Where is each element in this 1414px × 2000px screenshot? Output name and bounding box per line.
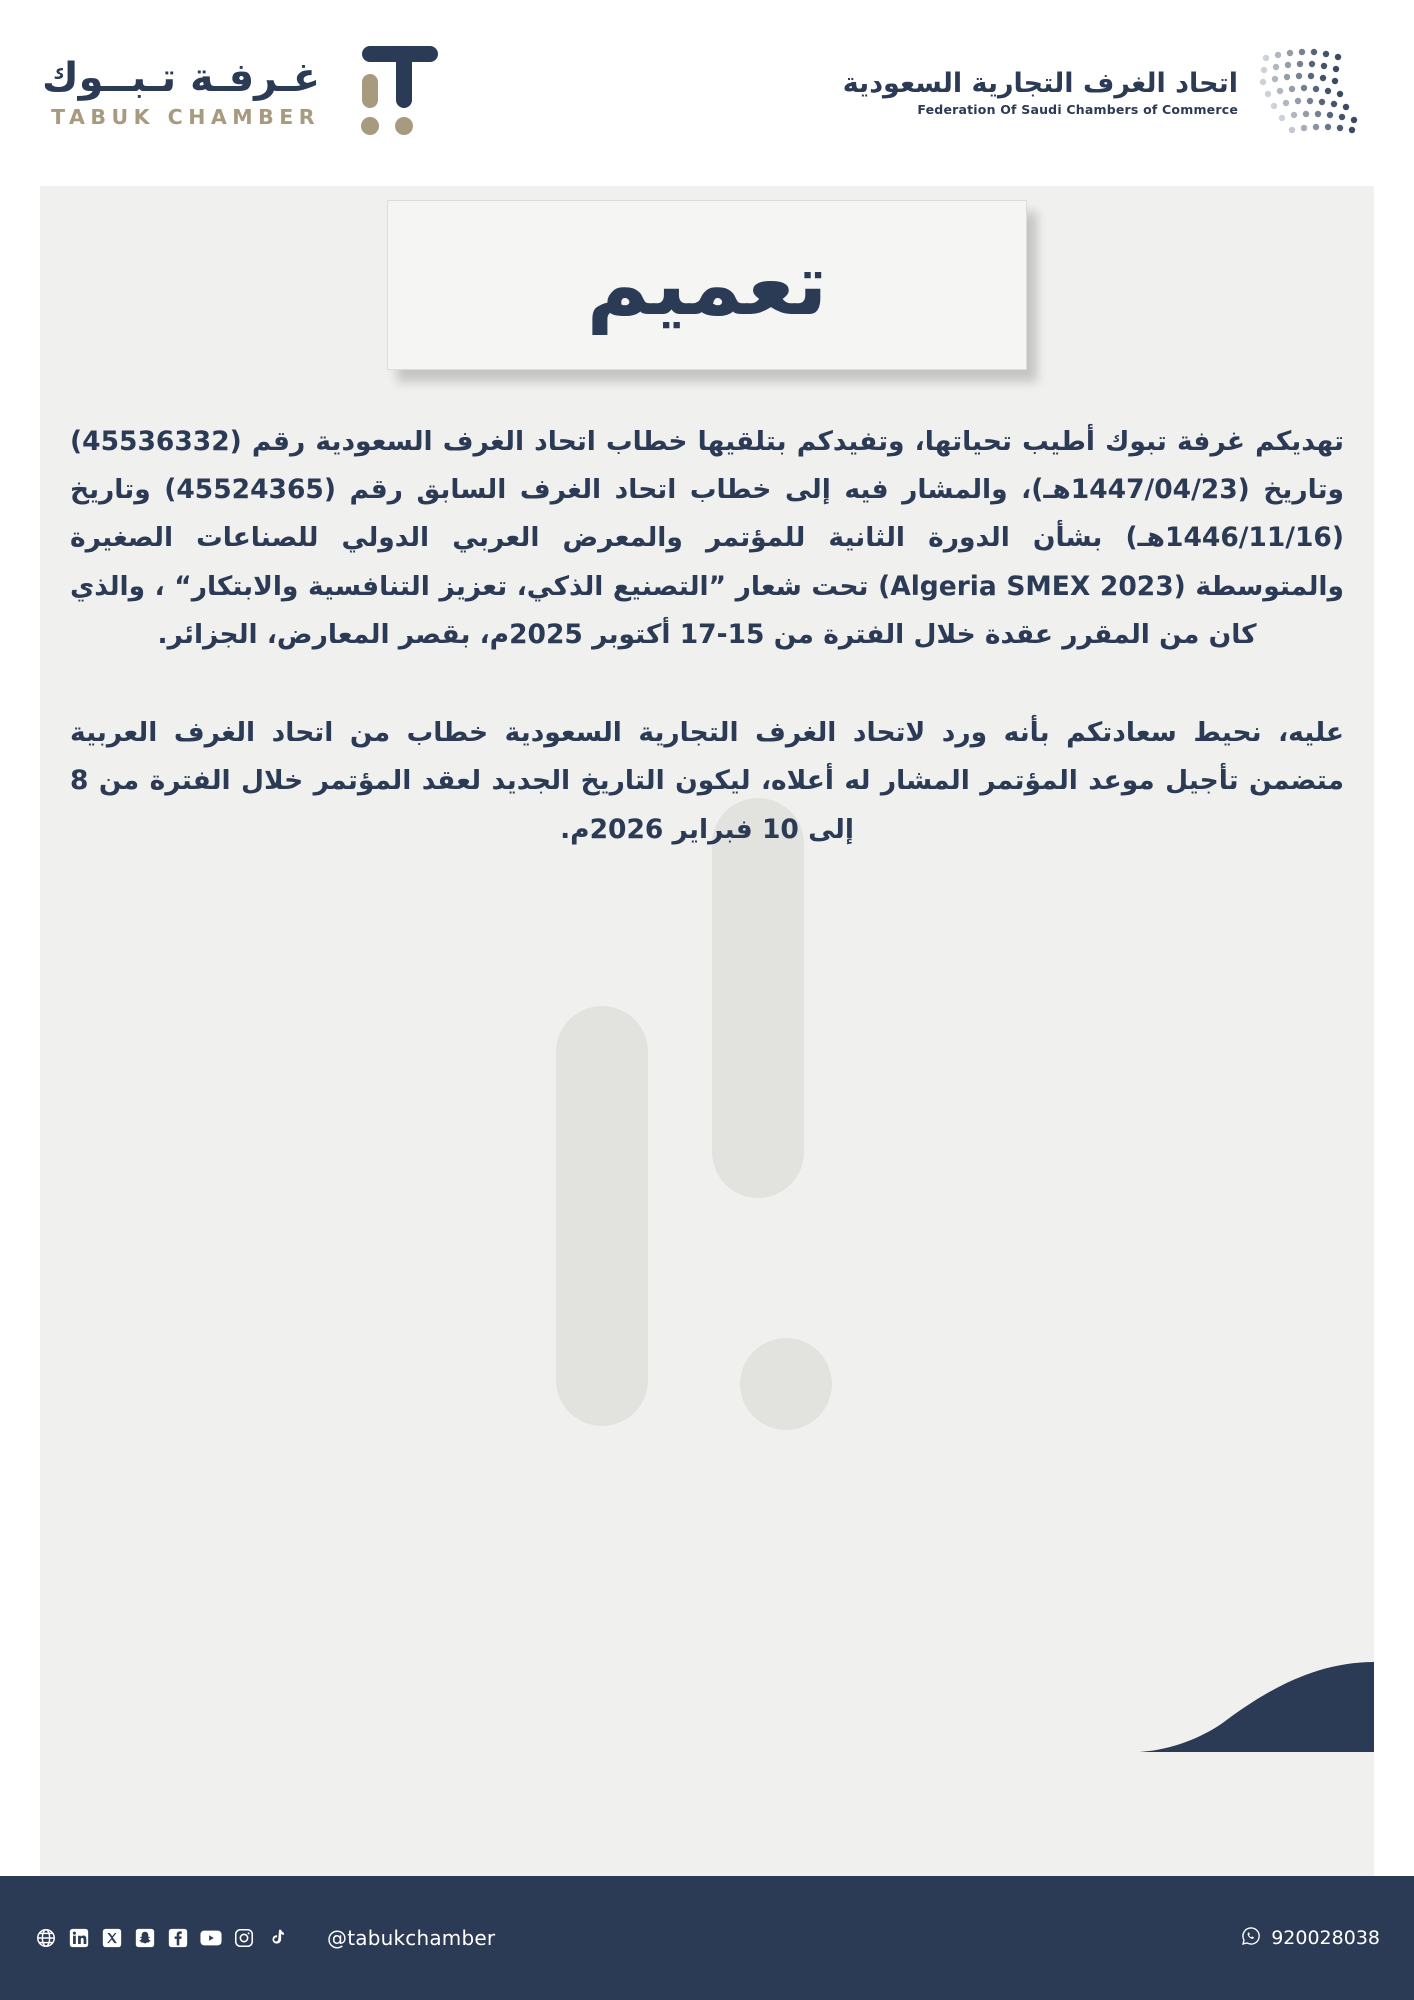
federation-name-ar: اتحاد الغرف التجارية السعودية [842, 67, 1238, 99]
facebook-icon[interactable] [166, 1926, 190, 1950]
contact-phone: 920028038 [1271, 1927, 1380, 1949]
paragraph-2: عليه، نحيط سعادتكم بأنه ورد لاتحاد الغرف التجارية السعودية خطاب من اتحاد الغرف العربية متضمن تأجيل موعد المؤتمر المشار له أعلاه، ليكون التاريخ الجديد لعقد المؤتمر خلال الفترة من 8 إلى 10 فبراير 2026م. [70, 717, 1344, 845]
dotted-wave-logo-icon [1252, 42, 1368, 144]
youtube-icon[interactable] [199, 1926, 223, 1950]
chamber-name-ar: غـرفـة تـبــوك [42, 55, 321, 102]
tiktok-icon[interactable] [265, 1926, 289, 1950]
document-sheet [40, 186, 1374, 1876]
tabuk-logo-text [42, 57, 320, 129]
x-twitter-icon[interactable] [100, 1926, 124, 1950]
watermark-shape-dot [740, 1338, 832, 1430]
document-title-box [387, 200, 1027, 370]
footer-social-section [34, 1926, 495, 1950]
instagram-icon[interactable] [232, 1926, 256, 1950]
globe-icon[interactable] [34, 1926, 58, 1950]
page-footer [0, 1876, 1414, 2000]
watermark-shape-bar-1 [556, 1006, 648, 1426]
federation-name-en: Federation Of Saudi Chambers of Commerce [917, 102, 1238, 118]
page-title: تعميم [586, 235, 828, 335]
federation-logo-text [843, 69, 1238, 117]
federation-logo [843, 42, 1368, 144]
snapchat-icon[interactable] [133, 1926, 157, 1950]
social-links [34, 1926, 289, 1950]
social-handle: @tabukchamber [327, 1926, 496, 1950]
linkedin-icon[interactable] [67, 1926, 91, 1950]
document-body [70, 418, 1344, 898]
corner-curve-decoration [1014, 1622, 1374, 1752]
tabuk-chamber-mark-icon [338, 40, 442, 146]
footer-contact [1240, 1925, 1380, 1952]
tabuk-chamber-logo [42, 40, 442, 146]
document-title-container [387, 200, 1027, 370]
whatsapp-icon[interactable] [1240, 1925, 1262, 1952]
page-header [0, 0, 1414, 186]
chamber-name-en: TABUK CHAMBER [51, 105, 321, 130]
paragraph-1: تهديكم غرفة تبوك أطيب تحياتها، وتفيدكم بتلقيها خطاب اتحاد الغرف السعودية رقم (45536332) وتاريخ (1447/04/23هـ)، والمشار فيه إلى خطاب اتحاد الغرف السابق رقم (45524365) وتاريخ (1446/11/16هـ) بشأن الدورة الثانية للمؤتمر والمعرض العربي الدولي للصناعات الصغيرة والمتوسطة (Algeria SMEX 2023) تحت شعار ”التصنيع الذكي، تعزيز التنافسية والابتكار“ ، والذي كان من المقرر عقدة خلال الفترة من 15-17 أكتوبر 2025م، بقصر المعارض، الجزائر. [70, 426, 1345, 650]
